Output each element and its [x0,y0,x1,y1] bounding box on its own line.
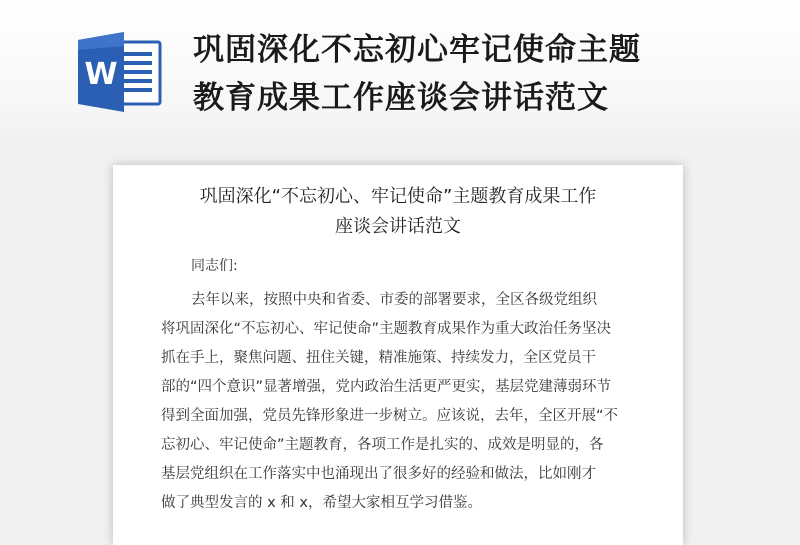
body-line: 部的“四个意识”显著增强，党内政治生活更严更实，基层党建薄弱环节 [161,379,612,395]
header-banner [0,0,800,150]
body-line: 忘初心、牢记使命”主题教育，各项工作是扎实的、成效是明显的，各 [161,437,604,453]
body-line: 去年以来，按照中央和省委、市委的部署要求，全区各级党组织 [191,292,597,308]
body-line: 做了典型发言的 x 和 x，希望大家相互学习借鉴。 [161,495,482,511]
document-greeting: 同志们: [191,258,238,274]
body-line: 抓在手上，聚焦问题、扭住关键，精准施策、持续发力，全区党员干 [161,350,596,366]
document-title [113,182,683,242]
document-title-line: 座谈会讲话范文 [335,216,461,237]
page-title-line: 巩固深化不忘初心牢记使命主题 [193,32,641,68]
body-line: 基层党组织在工作落实中也涌现出了很多好的经验和做法，比如刚才 [161,466,596,482]
document-body [161,286,661,518]
body-line: 得到全面加强，党员先锋形象进一步树立。应该说，去年，全区开展“不 [161,408,619,424]
word-doc-icon [74,32,166,112]
svg-text:W: W [84,57,118,92]
page-title-line: 教育成果工作座谈会讲话范文 [193,80,609,116]
document-title-line: 巩固深化“不忘初心、牢记使命”主题教育成果工作 [199,186,597,207]
page-title [193,26,793,122]
body-line: 将巩固深化“不忘初心、牢记使命”主题教育成果作为重大政治任务坚决 [161,321,612,337]
document-page [113,165,683,545]
